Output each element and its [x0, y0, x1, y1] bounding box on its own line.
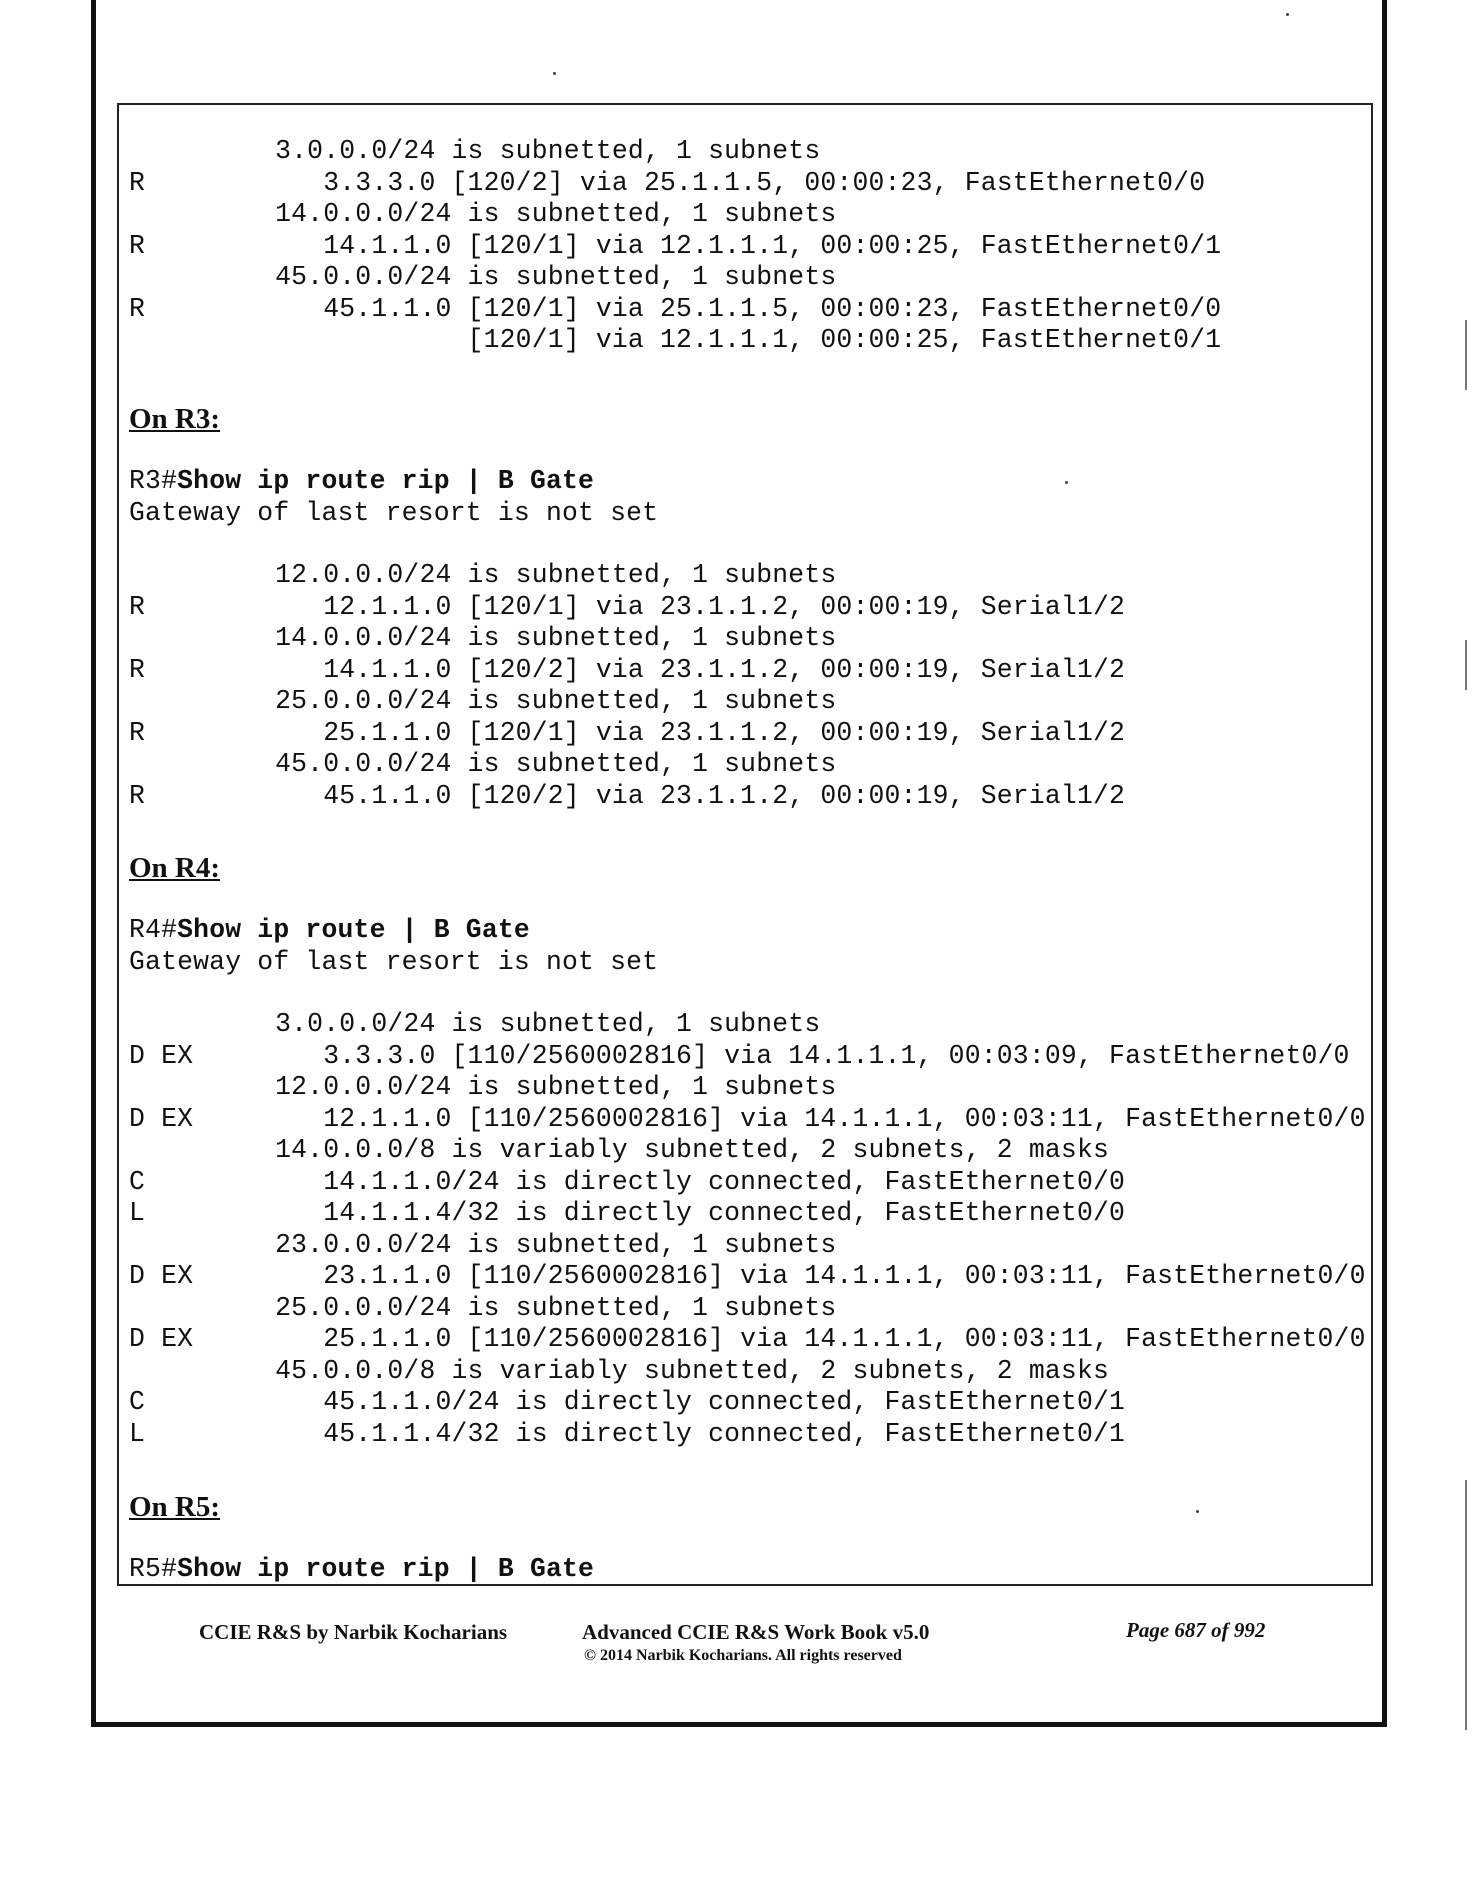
route-line — [129, 1167, 1125, 1198]
route-text: 45.0.0.0/24 is subnetted, 1 subnets — [227, 749, 837, 779]
route-text: 14.1.1.0 [120/1] via 12.1.1.1, 00:00:25, FastEthernet0/1 — [227, 231, 1222, 261]
route-line — [129, 1104, 1366, 1135]
route-text: 45.1.1.0 [120/2] via 23.1.1.2, 00:00:19, Serial1/2 — [227, 781, 1126, 811]
scan-speck — [1286, 13, 1289, 16]
scan-edge-mark — [1465, 1480, 1467, 1730]
route-line — [129, 199, 836, 230]
route-line — [129, 1041, 1350, 1072]
route-text: 12.1.1.0 [120/1] via 23.1.1.2, 00:00:19, Serial1/2 — [227, 592, 1126, 622]
scan-edge-mark — [1465, 640, 1467, 690]
route-text: 3.0.0.0/24 is subnetted, 1 subnets — [227, 1009, 821, 1039]
prompt: R3# — [129, 466, 178, 496]
route-text: 14.1.1.0/24 is directly connected, FastEthernet0/0 — [227, 1167, 1126, 1197]
route-text: 14.1.1.0 [120/2] via 23.1.1.2, 00:00:19, Serial1/2 — [227, 655, 1126, 685]
command-line-r4 — [129, 915, 530, 946]
prompt: R4# — [129, 915, 178, 945]
route-line — [129, 294, 1221, 325]
route-text: 12.0.0.0/24 is subnetted, 1 subnets — [227, 560, 837, 590]
section-heading-r5: On R5: — [129, 1491, 221, 1523]
route-text: 45.1.1.4/32 is directly connected, FastEthernet0/1 — [227, 1419, 1126, 1449]
route-code: R — [129, 655, 146, 685]
prompt: R5# — [129, 1554, 178, 1584]
route-code: D EX — [129, 1104, 194, 1134]
route-text: 3.3.3.0 [120/2] via 25.1.1.5, 00:00:23, FastEthernet0/0 — [227, 168, 1206, 198]
route-line — [129, 1356, 1109, 1387]
route-code: D EX — [129, 1324, 194, 1354]
command-line-r3 — [129, 466, 594, 497]
scan-speck — [1065, 481, 1068, 484]
command-line-r5 — [129, 1554, 594, 1585]
route-line — [129, 231, 1221, 262]
route-text: 3.3.3.0 [110/2560002816] via 14.1.1.1, 00:03:09, FastEthernet0/0 — [227, 1041, 1350, 1071]
scan-edge-mark — [1465, 320, 1467, 390]
route-line — [129, 262, 836, 293]
footer-book-title: Advanced CCIE R&S Work Book v5.0 — [582, 1620, 930, 1644]
gateway-line-r4: Gateway of last resort is not set — [129, 947, 659, 977]
command-text: Show ip route | B Gate — [177, 915, 530, 945]
route-line — [129, 1419, 1125, 1450]
route-code: R — [129, 718, 146, 748]
route-text: 23.0.0.0/24 is subnetted, 1 subnets — [227, 1230, 837, 1260]
route-text: 14.0.0.0/8 is variably subnetted, 2 subnets, 2 masks — [227, 1135, 1110, 1165]
gateway-line-r3: Gateway of last resort is not set — [129, 498, 659, 528]
route-line — [129, 136, 820, 167]
route-line — [129, 1293, 836, 1324]
route-text: 14.0.0.0/24 is subnetted, 1 subnets — [227, 623, 837, 653]
route-line — [129, 592, 1125, 623]
route-line — [129, 623, 836, 654]
route-code: R — [129, 168, 146, 198]
route-text: 12.1.1.0 [110/2560002816] via 14.1.1.1, 00:03:11, FastEthernet0/0 — [227, 1104, 1366, 1134]
section-heading-r3: On R3: — [129, 403, 221, 435]
route-code: D EX — [129, 1261, 194, 1291]
route-text: 25.0.0.0/24 is subnetted, 1 subnets — [227, 1293, 837, 1323]
route-text: 45.0.0.0/24 is subnetted, 1 subnets — [227, 262, 837, 292]
scan-speck — [1196, 1510, 1199, 1513]
route-code: R — [129, 592, 146, 622]
route-line — [129, 1009, 820, 1040]
route-text: 25.0.0.0/24 is subnetted, 1 subnets — [227, 686, 837, 716]
route-code: L — [129, 1198, 146, 1228]
route-code: C — [129, 1167, 146, 1197]
route-text: 14.0.0.0/24 is subnetted, 1 subnets — [227, 199, 837, 229]
route-code: C — [129, 1387, 146, 1417]
route-line — [129, 1230, 836, 1261]
command-text: Show ip route rip | B Gate — [177, 1554, 595, 1584]
route-text: 45.0.0.0/8 is variably subnetted, 2 subnets, 2 masks — [227, 1356, 1110, 1386]
route-line — [129, 655, 1125, 686]
route-line — [129, 1387, 1125, 1418]
route-line — [129, 168, 1205, 199]
footer-page-number: Page 687 of 992 — [1126, 1618, 1266, 1642]
route-line — [129, 686, 836, 717]
route-line — [129, 749, 836, 780]
route-line — [129, 325, 1221, 356]
route-text: [120/1] via 12.1.1.1, 00:00:25, FastEthernet0/1 — [227, 325, 1222, 355]
route-code: R — [129, 781, 146, 811]
scan-speck — [553, 72, 556, 75]
route-code: R — [129, 294, 146, 324]
route-code: R — [129, 231, 146, 261]
route-line — [129, 1261, 1366, 1292]
route-text: 12.0.0.0/24 is subnetted, 1 subnets — [227, 1072, 837, 1102]
route-line — [129, 1135, 1109, 1166]
route-line — [129, 1072, 836, 1103]
route-code: L — [129, 1419, 146, 1449]
footer-author: CCIE R&S by Narbik Kocharians — [199, 1620, 508, 1644]
section-heading-r4: On R4: — [129, 852, 221, 884]
route-text: 25.1.1.0 [110/2560002816] via 14.1.1.1, 00:03:11, FastEthernet0/0 — [227, 1324, 1366, 1354]
route-line — [129, 1198, 1125, 1229]
route-text: 25.1.1.0 [120/1] via 23.1.1.2, 00:00:19, Serial1/2 — [227, 718, 1126, 748]
footer-copyright: © 2014 Narbik Kocharians. All rights reserved — [584, 1647, 902, 1664]
route-text: 45.1.1.0 [120/1] via 25.1.1.5, 00:00:23, FastEthernet0/0 — [227, 294, 1222, 324]
route-text: 14.1.1.4/32 is directly connected, FastEthernet0/0 — [227, 1198, 1126, 1228]
command-text: Show ip route rip | B Gate — [177, 466, 595, 496]
route-text: 23.1.1.0 [110/2560002816] via 14.1.1.1, 00:03:11, FastEthernet0/0 — [227, 1261, 1366, 1291]
route-code: D EX — [129, 1041, 194, 1071]
route-line — [129, 560, 836, 591]
route-text: 45.1.1.0/24 is directly connected, FastEthernet0/1 — [227, 1387, 1126, 1417]
route-line — [129, 1324, 1366, 1355]
route-line — [129, 718, 1125, 749]
route-text: 3.0.0.0/24 is subnetted, 1 subnets — [227, 136, 821, 166]
route-line — [129, 781, 1125, 812]
